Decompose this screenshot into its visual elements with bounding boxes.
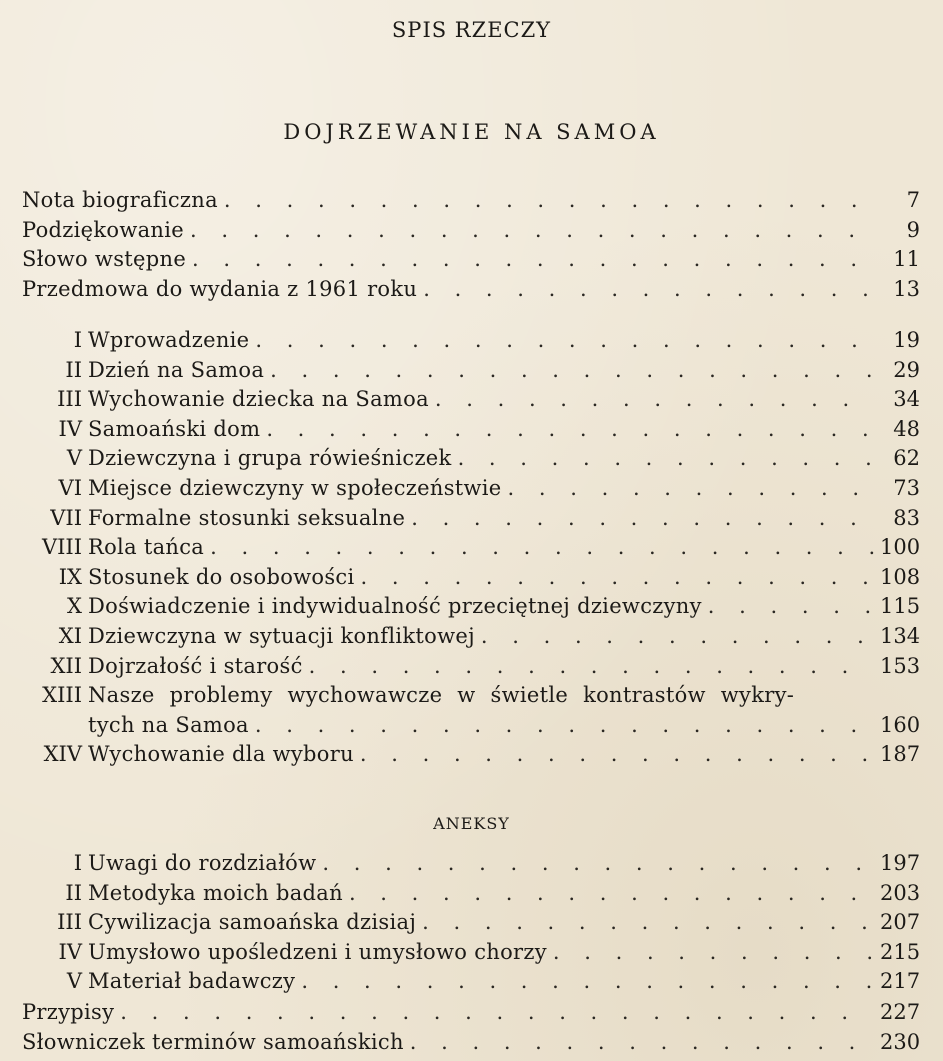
toc-entry-page: 160 (880, 712, 921, 737)
leader-dots (255, 328, 874, 352)
leader-dots (708, 594, 874, 618)
annex-list (22, 851, 920, 999)
toc-entry[interactable] (22, 188, 920, 218)
toc-entry-page: 11 (893, 247, 920, 272)
toc-entry[interactable] (22, 277, 920, 307)
leader-dots (423, 277, 874, 301)
toc-entry[interactable] (22, 387, 920, 417)
chapter-number: XIV (43, 742, 82, 767)
chapter-number: IV (58, 416, 82, 441)
toc-entry-page: 62 (893, 446, 920, 471)
toc-entry[interactable] (22, 218, 920, 248)
toc-entry-page: 19 (893, 328, 920, 352)
leader-dots (270, 358, 874, 382)
chapter-number: III (57, 387, 82, 412)
leader-dots (435, 387, 874, 411)
chapter-number: X (67, 594, 82, 619)
toc-entry-title: Nasze problemy wychowawcze w świetle kontrastów wykry- (88, 683, 795, 708)
annex-number: III (57, 910, 82, 935)
annex-number: IV (58, 939, 82, 964)
annex-number: V (66, 969, 82, 994)
toc-entry-title-continuation: tych na Samoa (88, 712, 249, 737)
chapter-number: XI (58, 623, 82, 648)
toc-entry-continuation[interactable] (22, 713, 920, 743)
toc-entry-title: Wychowanie dziecka na Samoa (88, 387, 429, 412)
toc-entry-multiline[interactable] (22, 683, 920, 713)
leader-dots (360, 742, 874, 766)
toc-entry-title: Stosunek do osobowości (88, 564, 355, 589)
toc-entry-page: 207 (880, 910, 921, 935)
toc-entry-page: 108 (880, 564, 921, 589)
chapter-list (22, 328, 920, 772)
chapter-number: XII (50, 653, 82, 678)
toc-entry-title: Uwagi do rozdziałów (88, 851, 317, 875)
toc-entry-page: 13 (893, 276, 920, 301)
toc-entry[interactable] (22, 535, 920, 565)
chapter-number: IX (58, 564, 82, 589)
toc-entry[interactable] (22, 446, 920, 476)
annex-number: II (65, 880, 82, 905)
chapter-number: XIII (42, 683, 82, 708)
toc-entry-page: 9 (906, 217, 920, 242)
toc-entry-title: Nota biograficzna (22, 188, 218, 212)
toc-entry-page: 115 (880, 594, 921, 619)
toc-entry-title: Dojrzałość i starość (88, 653, 303, 678)
leader-dots (255, 713, 874, 737)
leader-dots (224, 188, 874, 212)
front-matter-list (22, 188, 920, 306)
toc-entry-page: 7 (906, 188, 920, 212)
toc-entry-title: Doświadczenie i indywidualność przeciętnej dziewczyny (88, 594, 702, 619)
running-head: SPIS RZECZY (391, 18, 552, 42)
leader-dots (309, 654, 874, 678)
chapter-number: VIII (41, 535, 82, 560)
toc-entry-page: 134 (880, 623, 921, 648)
toc-entry[interactable] (22, 851, 920, 881)
leader-dots (120, 1000, 874, 1024)
toc-entry[interactable] (22, 565, 920, 595)
leader-dots (458, 446, 874, 470)
toc-entry-page: 217 (880, 969, 921, 994)
toc-entry-title: Przypisy (22, 1000, 115, 1024)
toc-entry-page: 230 (880, 1029, 921, 1054)
toc-entry[interactable] (22, 476, 920, 506)
leader-dots (210, 535, 874, 559)
leader-dots (481, 624, 874, 648)
toc-entry[interactable] (22, 654, 920, 684)
toc-entry-page: 153 (880, 653, 921, 678)
toc-entry[interactable] (22, 247, 920, 277)
toc-entry[interactable] (22, 881, 920, 911)
part-title: DOJRZEWANIE NA SAMOA (283, 120, 660, 144)
toc-entry-title: Samoański dom (88, 416, 261, 441)
toc-entry[interactable] (22, 969, 920, 999)
leader-dots (266, 417, 874, 441)
leader-dots (190, 218, 874, 242)
leader-dots (410, 1030, 874, 1054)
toc-entry[interactable] (22, 506, 920, 536)
chapter-number: V (66, 446, 82, 471)
leader-dots (422, 910, 874, 934)
chapter-number: VII (50, 505, 82, 530)
toc-entry-page: 100 (880, 535, 921, 560)
toc-entry-title: Wychowanie dla wyboru (88, 742, 354, 767)
leader-dots (322, 851, 874, 875)
toc-entry-page: 48 (893, 416, 920, 441)
toc-entry-title: Umysłowo upośledzeni i umysłowo chorzy (88, 939, 547, 964)
toc-entry-page: 227 (880, 1000, 921, 1024)
chapter-number: I (73, 328, 82, 352)
toc-entry[interactable] (22, 328, 920, 358)
toc-entry-page: 187 (880, 742, 921, 767)
toc-entry[interactable] (22, 594, 920, 624)
leader-dots (361, 565, 874, 589)
toc-entry-page: 203 (880, 880, 921, 905)
toc-entry-title: Cywilizacja samoańska dzisiaj (88, 910, 417, 935)
toc-entry-title: Podziękowanie (22, 217, 185, 242)
toc-entry[interactable] (22, 910, 920, 940)
annex-heading: ANEKSY (433, 814, 510, 833)
toc-entry-title: Metodyka moich badań (88, 880, 343, 905)
toc-entry-page: 83 (893, 505, 920, 530)
toc-entry-title: Dziewczyna w sytuacji konfliktowej (88, 623, 475, 648)
chapter-number: VI (58, 475, 82, 500)
leader-dots (411, 506, 874, 530)
toc-entry-title: Miejsce dziewczyny w społeczeństwie (88, 475, 502, 500)
toc-entry[interactable] (22, 358, 920, 388)
toc-entry[interactable] (22, 742, 920, 772)
toc-entry-title: Formalne stosunki seksualne (88, 505, 406, 530)
leader-dots (508, 476, 874, 500)
toc-entry-page: 34 (893, 387, 920, 412)
toc-entry[interactable] (22, 940, 920, 970)
toc-entry-page: 215 (880, 939, 921, 964)
annex-number: I (73, 851, 82, 875)
leader-dots (349, 881, 874, 905)
toc-entry-page: 197 (880, 851, 921, 875)
toc-entry-title: Wprowadzenie (88, 328, 250, 352)
toc-entry[interactable] (22, 1030, 920, 1060)
toc-entry-title: Dziewczyna i grupa rówieśniczek (88, 446, 452, 471)
toc-entry-title: Dzień na Samoa (88, 357, 265, 382)
back-matter-list (22, 1000, 920, 1059)
toc-entry-title: Słowniczek terminów samoańskich (22, 1029, 404, 1054)
toc-entry-page: 73 (893, 475, 920, 500)
toc-entry-title: Przedmowa do wydania z 1961 roku (22, 276, 418, 301)
chapter-number: II (65, 357, 82, 382)
leader-dots (553, 940, 874, 964)
toc-entry-title: Materiał badawczy (88, 969, 296, 994)
toc-entry-page: 29 (893, 357, 920, 382)
toc-entry[interactable] (22, 417, 920, 447)
leader-dots (301, 969, 874, 993)
toc-entry[interactable] (22, 1000, 920, 1030)
leader-dots (192, 247, 874, 271)
toc-entry-title: Rola tańca (88, 535, 205, 560)
toc-entry[interactable] (22, 624, 920, 654)
toc-entry-title: Słowo wstępne (22, 247, 187, 272)
